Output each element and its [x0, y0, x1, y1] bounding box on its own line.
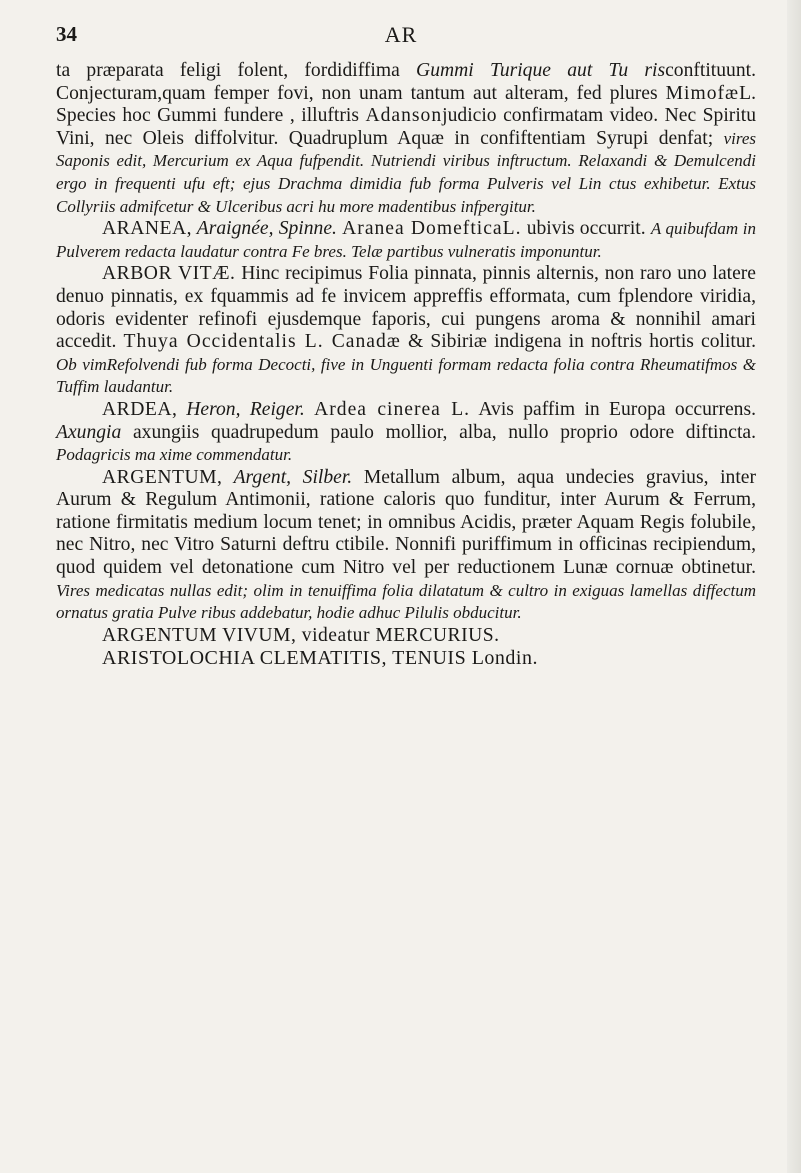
running-header — [56, 22, 746, 52]
text-body — [56, 60, 756, 670]
entry-ardea: ARDEA, Heron, Reiger. Ardea cinerea L. Avis paffim in Europa occurrens. Axungia axungiis quadrupedum paulo mollior, alba, nullo proprio odore diftincta. Podagricis ma xime commendatur. — [56, 398, 756, 465]
paragraph-gummi-continued: ta præparata feligi folent, fordidiffima Gummi Turique aut Tu risconftituunt. Conjecturam,quam femper fovi, non unam tantum aut alteram, fed plures MimofæL. Species hoc Gummi fundere , illuftris Adansonjudicio confirmatam video. Nec Spiritu Vini, nec Oleis diffolvitur. Quadruplum Aquæ in confiftentiam Syrupi denfat; vires Saponis edit, Mercurium ex Aqua fufpendit. Nutriendi viribus inftructum. Relaxandi & Demulcendi ergo in frequenti ufu eft; ejus Drachma dimidia fub forma Pulveris vel Lin ctus exhibetur. Extus Collyriis admifcetur & Ulceribus acri hu more madentibus infpergitur. — [56, 60, 757, 216]
running-head: AR — [384, 22, 418, 47]
entry-argentum: ARGENTUM, Argent, Silber. Metallum album, aqua undecies gravius, inter Aurum & Regulum Antimonii, ratione caloris quo funditur, inter Aurum & Ferrum, ratione firmitatis medium locum tenet; in omnibus Acidis, præter Aquam Regis folubile, nec Nitro, nec Vitro Saturni deftru ctibile. Nonnifi puriffimum in officinas recipiendum, quod quidem vel detonatione cum Nitro vel per reductionem Lunæ cornuæ obtinetur. Vires medicatas nullas edit; olim in tenuiffima folia dilatatum & cultro in exiguas lamellas diffectum ornatus gratia Pulve ribus addebatur, hodie adhuc Pilulis obducitur. — [56, 466, 756, 623]
entry-argentum-vivum: ARGENTUM VIVUM, videatur MERCURIUS. — [102, 624, 500, 646]
entry-aristolochia: ARISTOLOCHIA CLEMATITIS, TENUIS Londin. — [102, 647, 538, 670]
headword-argentum: ARGENTUM — [102, 466, 218, 488]
page-edge-shadow — [787, 0, 801, 1173]
headword-aranea: ARANEA — [102, 218, 187, 240]
entry-arbor-vitae: ARBOR VITÆ. Hinc recipimus Folia pinnata, pinnis alternis, non raro uno latere denuo pinnatis, ex fquammis ad fe invicem appreffis efformata, cum fplendore viridia, odoris evidenter refinofi ejusdemque faporis, cui pungens aroma & nonnihil amari accedit. Thuya Occidentalis L. Canadæ & Sibiriæ indigena in noftris hortis colitur. Ob vimRefolvendi fub forma Decocti, five in Unguenti formam redacta folia contra Rheumatifmos & Tuffim laudantur. — [56, 263, 757, 397]
headword-ardea: ARDEA — [102, 398, 172, 420]
page-number: 34 — [56, 22, 77, 46]
headword-arbor-vitae: ARBOR VITÆ. — [102, 263, 236, 285]
entry-aranea: ARANEA, Araignée, Spinne. Aranea DomefticaL. ubivis occurrit. A quibufdam in Pulverem redacta laudatur contra Fe bres. Telæ partibus vulneratis imponuntur. — [56, 218, 756, 261]
